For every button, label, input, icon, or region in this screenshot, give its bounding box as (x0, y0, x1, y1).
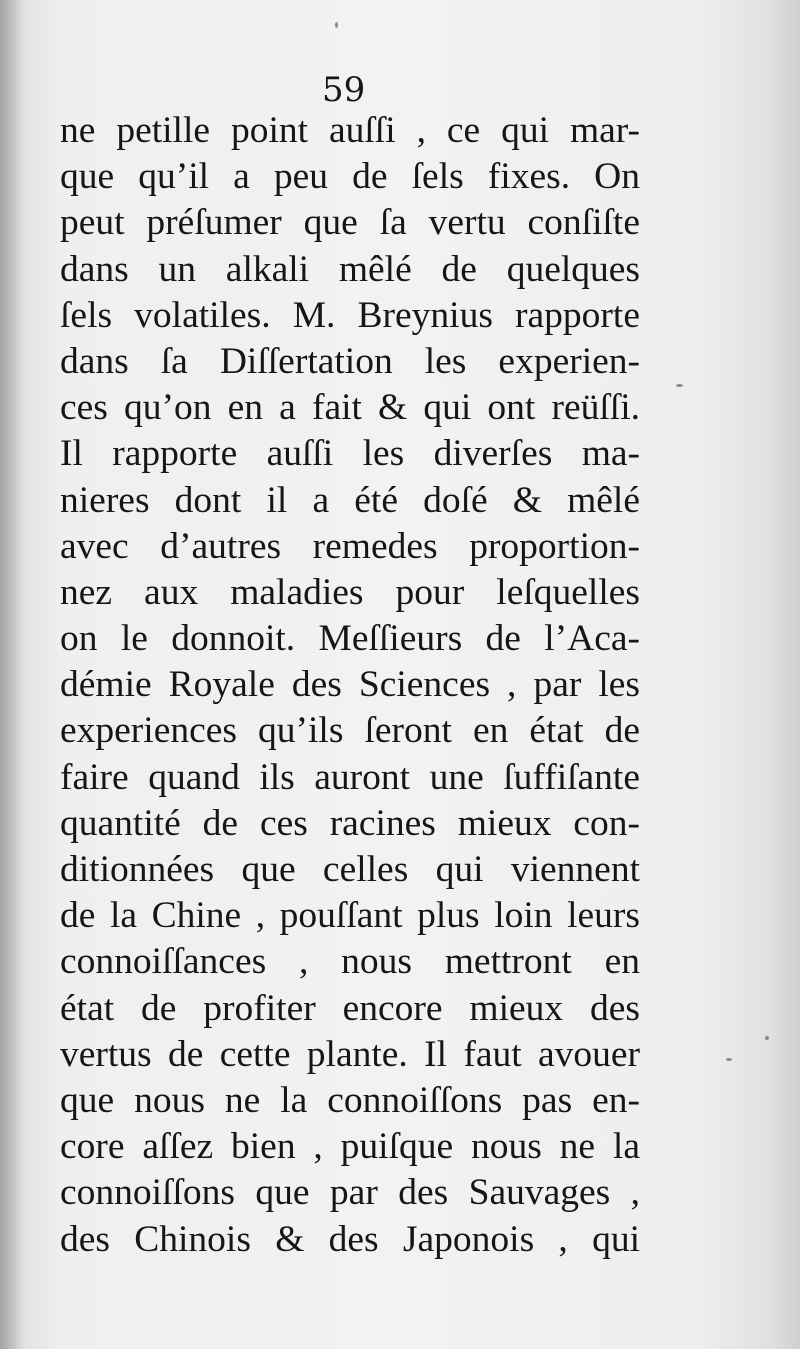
text-line: core aſſez bien , puiſque nous ne la (60, 1126, 640, 1168)
paper-speck (676, 384, 683, 387)
text-line: nieres dont il a été doſé & mêlé (60, 479, 640, 521)
text-line: experiences qu’ils ſeront en état de (60, 710, 640, 752)
paper-speck (726, 1058, 732, 1061)
paper-speck (765, 1036, 769, 1040)
text-line: nez aux maladies pour leſquelles (60, 571, 640, 613)
paper-speck (335, 22, 338, 28)
body-text (60, 108, 640, 1263)
text-line: ditionnées que celles qui viennent (60, 849, 640, 890)
text-line: connoiſſances , nous mettront en (60, 941, 640, 983)
text-line: avec d’autres remedes proportion- (60, 525, 640, 567)
gutter-shadow (0, 0, 26, 1349)
text-line: démie Royale des Sciences , par les (60, 664, 640, 706)
text-line: vertus de cette plante. Il faut avouer (60, 1033, 640, 1075)
text-line: faire quand ils auront une ſuffiſante (60, 756, 640, 798)
text-line: ne petille point auſſi , ce qui mar- (60, 110, 640, 151)
text-line: de la Chine , pouſſant plus loin leurs (60, 895, 640, 937)
text-line: peut préſumer que ſa vertu conſiſte (60, 202, 640, 244)
text-line: que nous ne la connoiſſons pas en- (60, 1079, 640, 1121)
text-line: dans un alkali mêlé de quelques (60, 248, 640, 290)
text-line: quantité de ces racines mieux con- (60, 802, 640, 844)
text-line: on le donnoit. Meſſieurs de l’Aca- (60, 618, 640, 660)
text-line: Il rapporte auſſi les diverſes ma- (60, 433, 640, 475)
text-line: que qu’il a peu de ſels fixes. On (60, 156, 640, 198)
text-line: ces qu’on en a fait & qui ont reüſſi. (60, 387, 640, 429)
text-line: ſels volatiles. M. Breynius rapporte (60, 294, 640, 336)
text-line: dans ſa Diſſertation les experien- (60, 340, 640, 382)
text-line: état de profiter encore mieux des (60, 987, 640, 1029)
text-line: connoiſſons que par des Sauvages , (60, 1172, 640, 1214)
text-line: des Chinois & des Japonois , qui (60, 1218, 640, 1260)
page-number: 59 (322, 70, 366, 110)
